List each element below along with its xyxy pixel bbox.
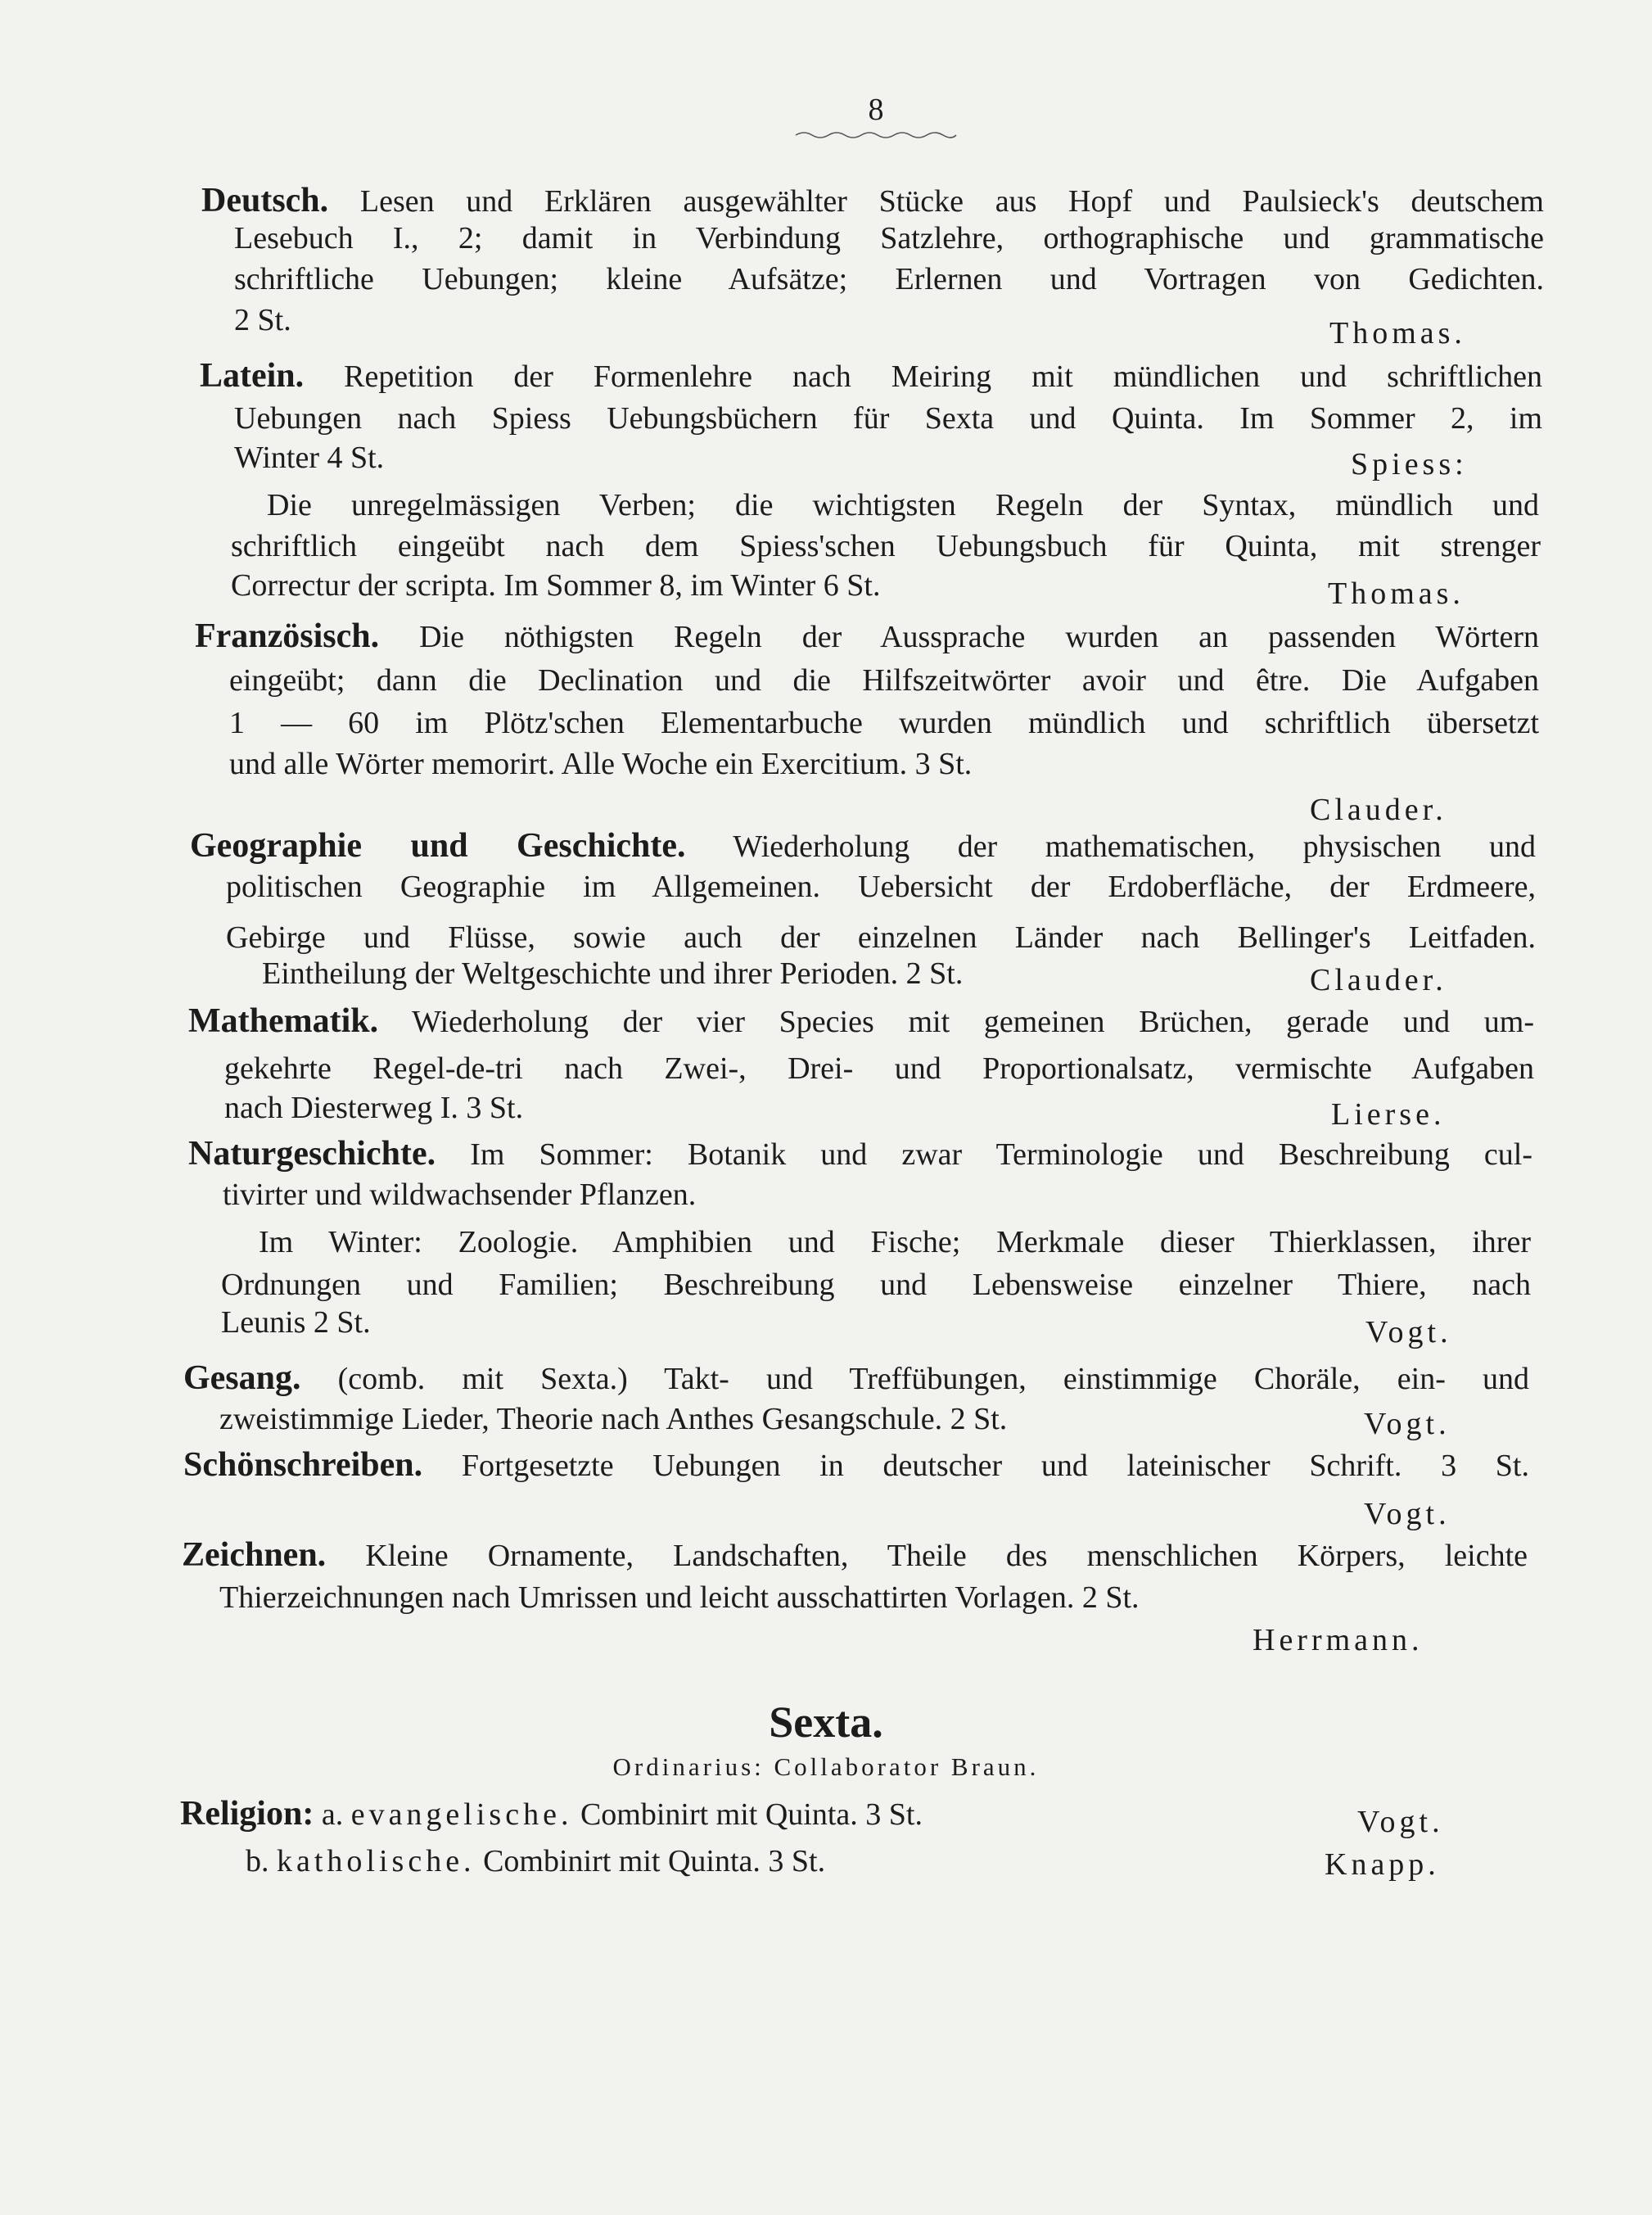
- teacher-name: Thomas.: [1329, 316, 1466, 350]
- teacher-name: Vogt.: [1364, 1497, 1451, 1531]
- latein-line-2: Uebungen nach Spiess Uebungsbüchern für Sexta und Quinta. Im Sommer 2, im: [234, 401, 1542, 436]
- zeichnen-line-2: Thierzeichnungen nach Umrissen und leicht ausschattirten Vorlagen. 2 St.: [219, 1580, 1140, 1615]
- geographie-line-4: Eintheilung der Weltgeschichte und ihrer Perioden. 2 St.: [262, 956, 964, 991]
- mathematik-line-3: nach Diesterweg I. 3 St.: [224, 1091, 524, 1125]
- zeichnen-line-1: Zeichnen. Kleine Ornamente, Landschaften, Theile des menschlichen Körpers, leichte: [182, 1536, 1528, 1574]
- franzoesisch-line-4: und alle Wörter memorirt. Alle Woche ein Exercitium. 3 St.: [229, 747, 973, 781]
- section-title: Gesang.: [183, 1359, 301, 1397]
- teacher-name: Herrmann.: [1253, 1623, 1424, 1657]
- teacher-name: Thomas.: [1328, 576, 1465, 611]
- geographie-line-2: politischen Geographie im Allgemeinen. Uebersicht der Erdoberfläche, der Erdmeere,: [226, 870, 1536, 904]
- naturgeschichte-line-5: Leunis 2 St.: [221, 1305, 371, 1340]
- naturgeschichte-line-2: tivirter und wildwachsender Pflanzen.: [223, 1178, 697, 1212]
- religion-line-a: Religion: a. evangelische. Combinirt mit Quinta. 3 St.: [180, 1795, 923, 1833]
- section-title: Deutsch.: [201, 182, 329, 219]
- section-title: Schönschreiben.: [183, 1446, 423, 1484]
- geographie-line-3: Gebirge und Flüsse, sowie auch der einzelnen Länder nach Bellinger's Leitfaden.: [226, 920, 1536, 955]
- deutsch-line-2: Lesebuch I., 2; damit in Verbindung Satzlehre, orthographische und grammatische: [234, 221, 1544, 255]
- franzoesisch-line-3: 1 — 60 im Plötz'schen Elementarbuche wurden mündlich und schriftlich übersetzt: [229, 706, 1539, 740]
- ornament-divider: [794, 129, 958, 141]
- naturgeschichte-line-3: Im Winter: Zoologie. Amphibien und Fische; Merkmale dieser Thierklassen, ihrer: [259, 1225, 1531, 1259]
- teacher-name: Vogt.: [1364, 1407, 1451, 1441]
- deutsch-line-4: 2 St.: [234, 303, 291, 337]
- teacher-name: Spiess:: [1351, 447, 1468, 481]
- latein-line-3: Winter 4 St.: [234, 441, 385, 475]
- naturgeschichte-line-4: Ordnungen und Familien; Beschreibung und Lebensweise einzelner Thiere, nach: [221, 1268, 1531, 1302]
- franzoesisch-line-1: Französisch. Die nöthigsten Regeln der Aussprache wurden an passenden Wörtern: [195, 617, 1539, 655]
- teacher-name: Clauder.: [1310, 963, 1447, 997]
- latein-line-4: Die unregelmässigen Verben; die wichtigsten Regeln der Syntax, mündlich und: [267, 488, 1539, 522]
- mathematik-line-2: gekehrte Regel-de-tri nach Zwei-, Drei- und Proportionalsatz, vermischte Aufgaben: [224, 1051, 1534, 1086]
- mathematik-line-1: Mathematik. Wiederholung der vier Species mit gemeinen Brüchen, gerade und um-: [188, 1002, 1534, 1040]
- gesang-line-1: Gesang. (comb. mit Sexta.) Takt- und Treffübungen, einstimmige Choräle, ein- und: [183, 1359, 1530, 1397]
- latein-line-1: Latein. Repetition der Formenlehre nach Meiring mit mündlichen und schriftlichen: [200, 357, 1542, 395]
- gesang-line-2: zweistimmige Lieder, Theorie nach Anthes Gesangschule. 2 St.: [219, 1402, 1008, 1436]
- section-title: Naturgeschichte.: [188, 1135, 436, 1173]
- section-title: Zeichnen.: [182, 1536, 327, 1574]
- class-heading: Sexta.: [769, 1697, 883, 1747]
- latein-line-6: Correctur der scripta. Im Sommer 8, im Winter 6 St.: [231, 568, 881, 603]
- schoenschreiben-line-1: Schönschreiben. Fortgesetzte Uebungen in deutscher und lateinischer Schrift. 3 St.: [183, 1446, 1529, 1484]
- geographie-line-1: Geographie und Geschichte. Wiederholung der mathematischen, physischen und: [190, 827, 1536, 865]
- section-title: Französisch.: [195, 617, 380, 655]
- deutsch-line-3: schriftliche Uebungen; kleine Aufsätze; Erlernen und Vortragen von Gedichten.: [234, 262, 1544, 296]
- section-title: Geographie und Geschichte.: [190, 827, 686, 865]
- teacher-name: Vogt.: [1365, 1315, 1452, 1349]
- section-title: Latein.: [200, 357, 305, 395]
- teacher-name: Clauder.: [1310, 793, 1447, 827]
- franzoesisch-line-2: eingeübt; dann die Declination und die Hilfszeitwörter avoir und être. Die Aufgaben: [229, 663, 1539, 698]
- latein-line-5: schriftlich eingeübt nach dem Spiess'schen Uebungsbuch für Quinta, mit strenger: [231, 529, 1541, 563]
- section-title: Mathematik.: [188, 1002, 379, 1040]
- page-number: 8: [868, 93, 884, 127]
- section-title: Religion:: [180, 1795, 314, 1833]
- ordinarius-line: Ordinarius: Collaborator Braun.: [612, 1752, 1040, 1781]
- teacher-name: Vogt.: [1357, 1805, 1444, 1839]
- religion-line-b: b. katholische. Combinirt mit Quinta. 3 St.: [246, 1844, 826, 1878]
- deutsch-line-1: Deutsch. Lesen und Erklären ausgewählter Stücke aus Hopf und Paulsieck's deutschem: [201, 182, 1544, 219]
- teacher-name: Knapp.: [1325, 1847, 1440, 1882]
- teacher-name: Lierse.: [1331, 1097, 1446, 1132]
- naturgeschichte-line-1: Naturgeschichte. Im Sommer: Botanik und zwar Terminologie und Beschreibung cul-: [188, 1135, 1532, 1173]
